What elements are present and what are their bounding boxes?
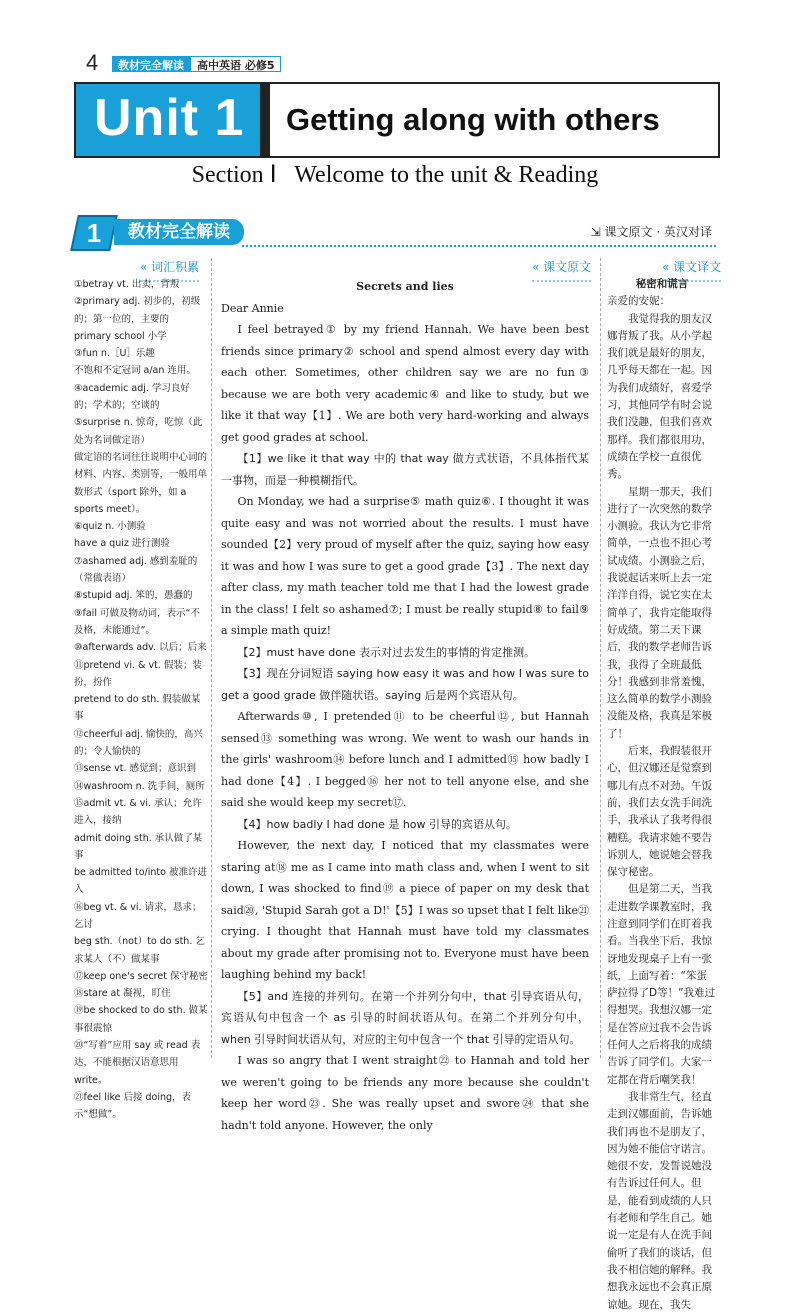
translation-paragraphs xyxy=(607,311,717,1314)
vocab-item: primary school 小学 xyxy=(74,330,167,342)
vocab-item: 不饱和不定冠词 a/an 连用。 xyxy=(74,365,196,377)
page-number: 4 xyxy=(86,50,99,75)
reading-note: 【1】we like it that way 中的 that way 做方式状语，不具体指代某一事物，而是一种模糊指代。 xyxy=(221,452,589,487)
section-number: 1 xyxy=(86,218,102,248)
vocab-item: ⑬sense vt. 感觉到；意识到 xyxy=(74,763,197,775)
section-title: Section Ⅰ Welcome to the unit & Reading xyxy=(191,162,599,188)
vocab-item: ⑭washroom n. 洗手间，厕所 xyxy=(74,780,205,792)
column-divider xyxy=(211,258,212,1058)
vocab-item: beg sth.（not）to do sth. 乞求某人（不）做某事 xyxy=(74,936,205,965)
vocab-head-label: « 词汇积累 xyxy=(140,260,200,274)
vocab-item: ⑮admit vt. & vi. 承认；允许进入，接纳 xyxy=(74,797,202,827)
vocab-list xyxy=(74,276,208,1121)
vocab-item: ⑫cheerful adj. 愉快的，高兴的；令人愉快的 xyxy=(74,728,203,758)
translation-greeting: 亲爱的安妮： xyxy=(607,295,670,308)
vocab-item: ⑥quiz n. 小测验 xyxy=(74,521,146,533)
vocab-item: ⑳“写着”应用 say 或 read 表达，不能根据汉语意思用 write。 xyxy=(74,1040,201,1086)
reading-note: 【2】must have done 表示对过去发生的事情的肯定推测。 xyxy=(237,645,536,659)
reading-note: 【3】现在分词短语 saying how easy it was and how I was sure to get a good grade 做伴随状语。saying 后是两个宾语从句。 xyxy=(221,667,589,702)
vocab-item: ⑯beg vt. & vi. 请求，恳求；乞讨 xyxy=(74,901,202,930)
translation-text xyxy=(607,276,717,1311)
vocab-item: 做定语的名词往往说明中心词的材料、内容、类别等，一般用单数形式（sport 除外，如 a sports meet）。 xyxy=(74,451,208,515)
reading-note: 【4】how badly I had done 是 how 引导的宾语从句。 xyxy=(237,817,518,831)
vocab-item: ⑤surprise n. 惊奇，吃惊（此处为名词做定语） xyxy=(74,417,203,446)
text-head-label: « 课文原文 xyxy=(532,260,592,274)
vocab-item: have a quiz 进行测验 xyxy=(74,538,170,550)
unit-label: Unit 1 xyxy=(94,89,245,147)
reading-paragraph: I feel betrayed① by my friend Hannah. We have been best friends since primary② school and spend almost every day with each other. Sometimes, other children say we are no fun③ because we are both very academic④ and like to study, but we like it that way【1】. We are both very hard-working and always get good grades at school. xyxy=(221,323,589,444)
reading-greeting: Dear Annie xyxy=(221,301,284,315)
header-tag xyxy=(112,56,281,72)
translation-paragraph: 我非常生气，径直走到汉娜面前，告诉她我们再也不是朋友了，因为她不能信守诺言。她很不安，发誓说她没有告诉过任何人。但是，能看到成绩的人只有老师和学生自己。她说一定是有人在洗手间偷听了我们的谈话，但我不相信她的解释。我想我永远也不会真正原谅她。现在，我失 xyxy=(607,1090,712,1311)
section-label: 教材完全解读 xyxy=(114,219,244,245)
translation-paragraph: 但是第二天，当我走进数学课教室时，我注意到同学们在盯着我看。当我坐下后，我惊讶地发现桌子上有一张纸，上面写着：“笨蛋萨拉得了D等！”我难过得想哭。我想汉娜一定是在答应过我不会告诉任何人之后将我的成绩告诉了同学们。大家一定都在背后嘲笑我！ xyxy=(607,883,716,1086)
section-bar xyxy=(74,213,716,249)
unit-banner-divider xyxy=(260,84,270,156)
vocab-item: pretend to do sth. 假装做某事 xyxy=(74,694,201,723)
reading-note: 【5】and 连接的并列句。在第一个并列分句中，that 引导宾语从句，宾语从句中包含一个 as 引导的时间状语从句。在第二个并列分句中，when 引导时间状语从句，对应的主句中包含一个 that 引导的定语从句。 xyxy=(221,989,589,1046)
vocab-item: ⑦ashamed adj. 感到羞耻的（常做表语） xyxy=(74,555,198,585)
unit-title: Getting along with others xyxy=(286,102,660,137)
translation-paragraph: 星期一那天，我们进行了一次突然的数学小测验。我认为它非常简单，一点也不担心考试成绩。小测验之后，我说起话来听上去一定洋洋自得，说它实在太简单了，我肯定能取得好成绩。第二天下课后，我的数学老师告诉我，我得了全班最低分！我感到非常羞愧，这么简单的数学小测验没能及格，我真是笨极了！ xyxy=(607,485,712,740)
vocab-item: ⑧stupid adj. 笨的，愚蠢的 xyxy=(74,590,193,602)
vocab-item: ⑱stare at 凝视，盯住 xyxy=(74,988,171,1000)
reading-paragraphs xyxy=(221,319,589,1136)
section-bar-right: ⇲ 课文原文 · 英汉对译 xyxy=(590,225,712,239)
translation-paragraph: 我觉得我的朋友汉娜背叛了我。从小学起我们就是最好的朋友，几乎每天都在一起。因为我们成绩好，喜爱学习，其他同学有时会说我们没趣，但我们喜欢那样。我们都很用功，成绩在学校一直很优秀。 xyxy=(607,312,712,481)
vocab-item: ⑨fail 可做及物动词，表示“不及格，未能通过”。 xyxy=(74,607,200,636)
reading-paragraph: I was so angry that I went straight㉒ to Hannah and told her we weren't going to be friends any more because she couldn't keep her word㉓. She was really upset and swore㉔ that she hadn't told anyone. However, the only xyxy=(221,1054,589,1132)
vocab-item: ②primary adj. 初步的，初级的；第一位的，主要的 xyxy=(74,296,201,325)
vocab-item: ⑰keep one's secret 保守秘密 xyxy=(74,970,208,982)
reading-text xyxy=(221,276,589,1132)
vocab-item: ①betray vt. 出卖，背叛 xyxy=(74,279,180,290)
column-divider xyxy=(600,258,601,1058)
vocab-item: ③fun n.［U］乐趣 xyxy=(74,348,155,360)
reading-paragraph: Afterwards⑩, I pretended⑪ to be cheerful⑫, but Hannah sensed⑬ something was wrong. We went to wash our hands in the girls' washroom⑭ before lunch and I admitted⑮ how badly I had done【4】. I begged⑯ her not to tell anyone else, and she said she would keep my secret⑰. xyxy=(221,710,589,809)
translation-paragraph: 后来，我假装很开心，但汉娜还是觉察到哪儿有点不对劲。午饭前，我们去女洗手间洗手，我承认了我考得很糟糕。我请求她不要告诉别人，她说她会替我保守秘密。 xyxy=(607,745,712,879)
vocab-item: be admitted to/into 被准许进入 xyxy=(74,867,207,896)
vocab-item: ⑪pretend vi. & vt. 假装；装扮，扮作 xyxy=(74,659,202,688)
vocab-item: ⑩afterwards adv. 以后；后来 xyxy=(74,642,207,654)
section-number-badge xyxy=(70,215,118,251)
unit-banner xyxy=(74,82,720,158)
vocab-item: admit doing sth. 承认做了某事 xyxy=(74,832,203,861)
section-rule xyxy=(242,245,716,247)
header-tag-primary: 教材完全解读 xyxy=(112,56,190,72)
translation-head-label: « 课文译文 xyxy=(662,260,722,274)
vocab-item: ㉑feel like 后接 doing，表示“想做”。 xyxy=(74,1091,192,1121)
translation-title: 秘密和谎言 xyxy=(635,278,689,290)
header-tag-secondary: 高中英语 必修5 xyxy=(190,56,281,72)
reading-paragraph: On Monday, we had a surprise⑤ math quiz⑥. I thought it was quite easy and was not worried about the results. I must have sounded【2】very proud of myself after the quiz, saying how easy it was and how I was sure to get a good grade【3】. The next day after class, my math teacher told me that I had the lowest grade in the class! I felt so ashamed⑦; I must be really stupid⑧ to fail⑨ a simple math quiz! xyxy=(221,495,589,637)
reading-title: Secrets and lies xyxy=(356,280,454,293)
vocab-item: ④academic adj. 学习良好的；学术的；空谈的 xyxy=(74,382,190,412)
vocab-item: ⑲be shocked to do sth. 做某事很震惊 xyxy=(74,1005,208,1034)
reading-paragraph: However, the next day, I noticed that my classmates were staring at⑱ me as I came into math class and, when I went to sit down, I was shocked to find⑲ a piece of paper on my desk that said⑳, 'Stupid Sarah got a D!'【5】I was so upset that I felt like㉑ crying. I thought that Hannah must have told my classmates about my grade after promising not to. Everyone must have been laughing behind my back! xyxy=(221,839,589,981)
